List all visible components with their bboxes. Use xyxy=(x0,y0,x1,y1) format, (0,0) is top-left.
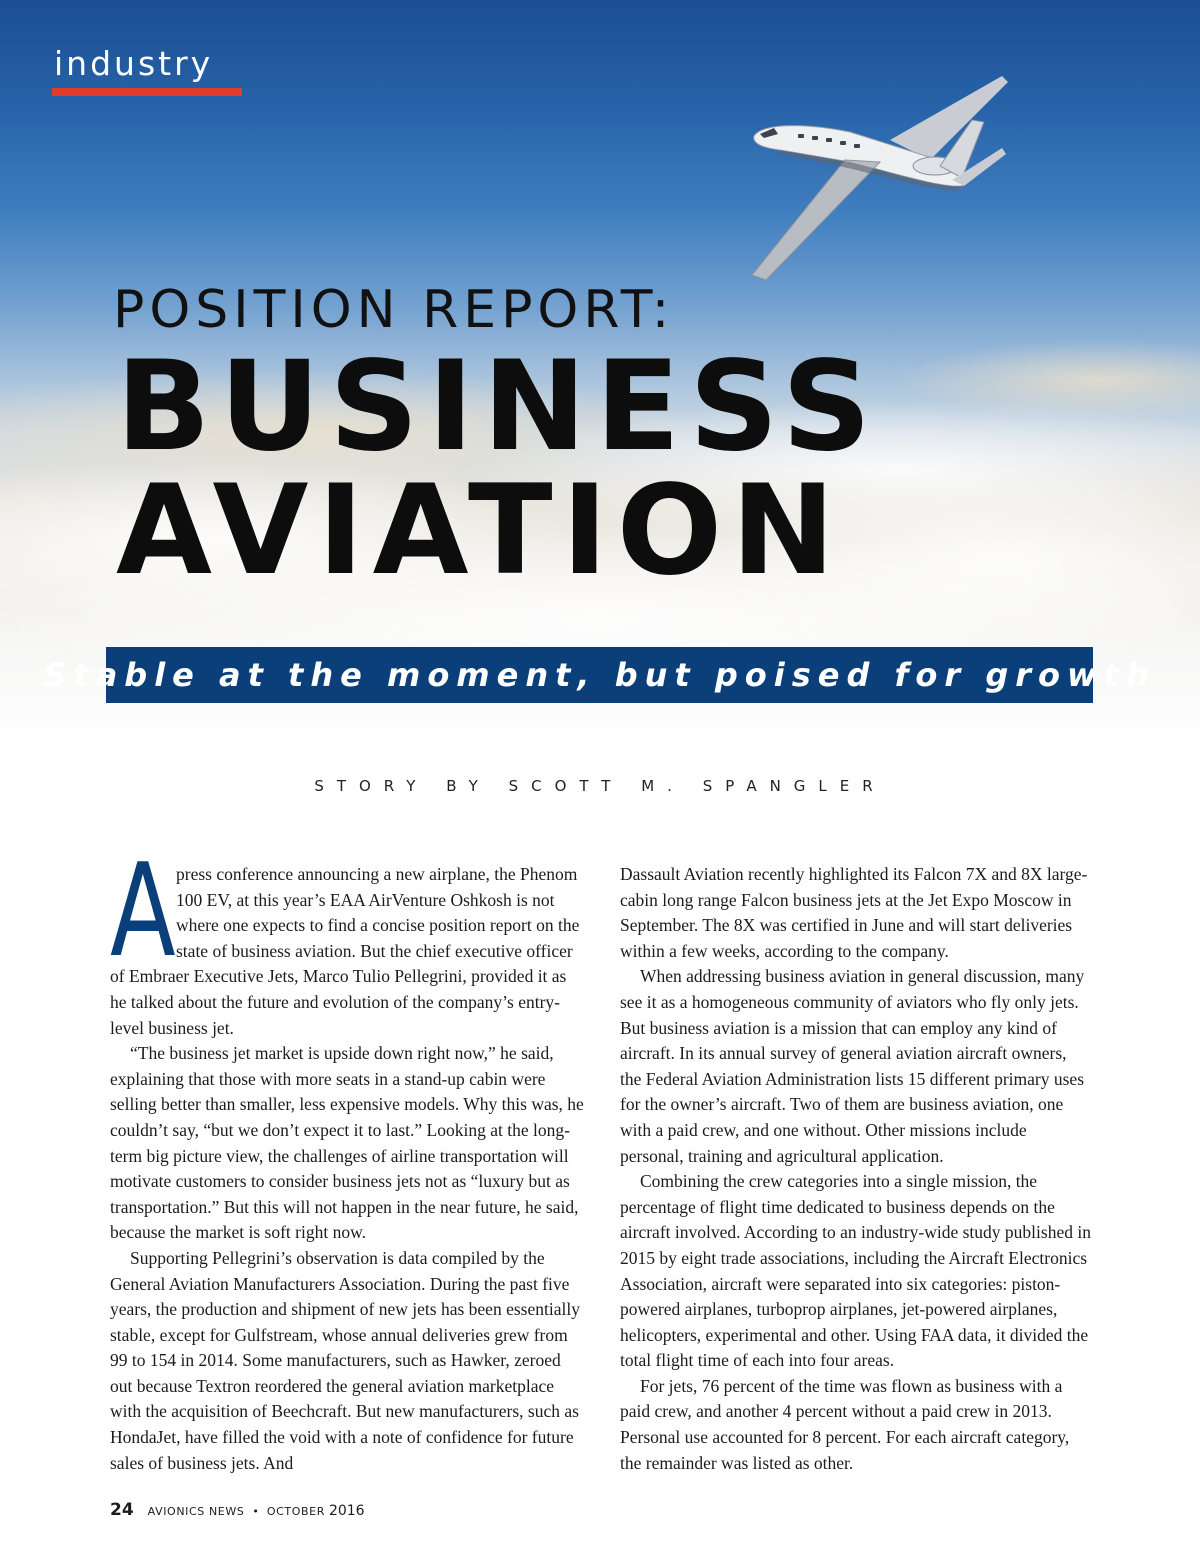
article-paragraph: Dassault Aviation recently highlighted its Falcon 7X and 8X large-cabin long range Falcon business jets at the Jet Expo Moscow in September. The 8X was certified in June and will start deliveries within a few weeks, according to the company. xyxy=(620,864,1088,961)
section-label: industry xyxy=(54,44,214,83)
page-footer xyxy=(110,1500,365,1520)
article-column-right xyxy=(620,862,1092,1476)
subhead: Stable at the moment, but poised for growth xyxy=(43,656,1156,694)
issue-year: 2016 xyxy=(328,1503,365,1519)
byline: STORY BY SCOTT M. SPANGLER xyxy=(314,777,886,795)
article-paragraph: When addressing business aviation in general discussion, many see it as a homogeneous community of aviators who fly only jets. But business aviation is a mission that can employ any kind of aircraft. In its annual survey of general aviation aircraft owners, the Federal Aviation Administration lists 15 different primary uses for the owner’s aircraft. Two of them are business aviation, one with a paid crew, and one without. Other missions include personal, training and agricultural application. xyxy=(620,966,1085,1166)
issue-month: OCTOBER xyxy=(266,1505,325,1518)
article-paragraph-text: press conference announcing a new airplane, the Phenom 100 EV, at this year’s EAA AirVenture Oshkosh is not where one expects to find a concise position report on the state of business aviation. But the chief executive officer of Embraer Executive Jets, Marco Tulio Pellegrini, provided it as he talked about the future and evolution of the company’s entry-level business jet. xyxy=(110,864,580,1038)
subhead-bar xyxy=(43,647,1156,703)
article-paragraph xyxy=(110,837,586,1041)
hero-image xyxy=(0,0,1200,750)
headline-kicker: POSITION REPORT: xyxy=(113,280,675,340)
article-column-left xyxy=(110,837,586,1476)
article-paragraph: Combining the crew categories into a single mission, the percentage of flight time dedicated to business depends on the aircraft involved. According to an industry-wide study published in 2015 by eight trade associations, including the Aircraft Electronics Association, aircraft were separated into six categories: piston-powered airplanes, turboprop airplanes, jet-powered airplanes, helicopters, experimental and other. Using FAA data, it divided the total flight time of each into four areas. xyxy=(620,1171,1091,1371)
section-rule xyxy=(52,88,242,96)
publication-name: AVIONICS NEWS xyxy=(147,1505,245,1518)
article-paragraph: Supporting Pellegrini’s observation is data compiled by the General Aviation Manufacturers Association. During the past five years, the production and shipment of new jets has been essentially stable, except for Gulfstream, whose annual deliveries grew from 99 to 154 in 2014. Some manufacturers, such as Hawker, zeroed out because Textron reordered the general aviation marketplace with the acquisition of Beechcraft. But new manufacturers, such as HondaJet, have filled the void with a note of confidence for future sales of business jets. And xyxy=(110,1247,580,1473)
headline-line-1: BUSINESS xyxy=(116,335,881,479)
page-number: 24 xyxy=(110,1500,134,1520)
headline-line-2: AVIATION xyxy=(116,459,844,603)
drop-cap: A xyxy=(110,837,176,986)
footer-separator: • xyxy=(252,1505,259,1518)
article-paragraph: For jets, 76 percent of the time was flown as business with a paid crew, and another 4 percent without a paid crew in 2013. Personal use accounted for 8 percent. For each aircraft category, the remainder was listed as other. xyxy=(620,1375,1070,1473)
headline xyxy=(116,335,881,603)
article-paragraph: “The business jet market is upside down right now,” he said, explaining that those with more seats in a stand-up cabin were selling better than smaller, less expensive models. Why this was, he couldn’t say, “but we don’t expect it to last.” Looking at the long-term big picture view, the challenges of airline transportation will motivate customers to consider business jets not as “luxury but as transportation.” But this will not happen in the near future, he said, because the market is soft right now. xyxy=(110,1043,584,1243)
business-jet-illustration xyxy=(740,70,1010,290)
